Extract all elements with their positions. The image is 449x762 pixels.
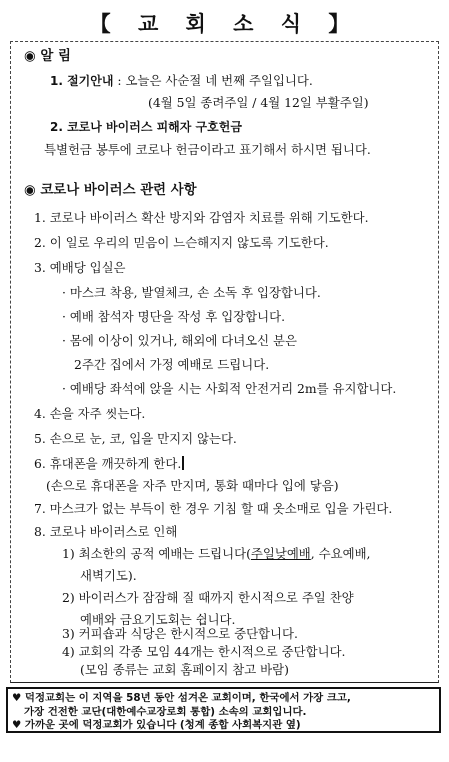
text-cursor-icon bbox=[182, 456, 184, 470]
corona-line-7: 7. 마스크가 없는 부득이 한 경우 기침 할 때 옷소매로 입을 가린다. bbox=[34, 501, 393, 516]
corona-line-8-4-sub: (모임 종류는 교회 홈페이지 참고 바람) bbox=[80, 662, 289, 677]
corona-line-3d: · 예배당 좌석에 앉을 시는 사회적 안전거리 2m를 유지합니다. bbox=[62, 381, 397, 396]
corona-line-8-1-c: 새벽기도). bbox=[80, 568, 137, 583]
page-title: 【 교 회 소 식 】 bbox=[89, 12, 360, 36]
corona-line-8-2a: 2) 바이러스가 잠잠해 질 때까지 한시적으로 주일 찬양 bbox=[62, 590, 354, 605]
corona-line-8-3: 3) 커피숍과 식당은 한시적으로 중단합니다. bbox=[62, 626, 298, 641]
corona-line-3: 3. 예배당 입실은 bbox=[34, 260, 126, 275]
corona-line-8: 8. 코로나 바이러스로 인해 bbox=[34, 524, 178, 539]
notice-item-1-sub: (4월 5일 종려주일 / 4월 12일 부활주일) bbox=[148, 95, 369, 110]
footer-line-2: 가장 건전한 교단(대한예수교장로회 통합) 소속의 교회입니다. bbox=[24, 706, 307, 718]
corona-line-3c2: 2주간 집에서 가정 예배로 드립니다. bbox=[74, 357, 270, 372]
corona-line-4: 4. 손을 자주 씻는다. bbox=[34, 406, 146, 421]
corona-line-6 bbox=[34, 456, 184, 472]
corona-line-3b: · 예배 참석자 명단을 작성 후 입장합니다. bbox=[62, 309, 286, 324]
notice-item-1 bbox=[50, 73, 313, 89]
footer-box bbox=[6, 687, 441, 733]
corona-heading: ◉ 코로나 바이러스 관련 사항 bbox=[24, 183, 197, 198]
corona-line-6-text: 6. 휴대폰을 깨끗하게 한다. bbox=[34, 456, 182, 471]
footer-line-1: ♥ 덕정교회는 이 지역을 58년 동안 섬겨온 교회이며, 한국에서 가장 크고, bbox=[12, 692, 351, 704]
corona-line-8-2b: 예배와 금요기도회는 쉽니다. bbox=[80, 612, 236, 627]
notice-item-1-label: 1. 절기안내 bbox=[50, 74, 114, 88]
corona-line-8-4: 4) 교회의 각종 모임 44개는 한시적으로 중단합니다. bbox=[62, 644, 346, 659]
notice-heading: ◉ 알 림 bbox=[24, 49, 71, 64]
corona-line-3a: · 마스크 착용, 발열체크, 손 소독 후 입장합니다. bbox=[62, 285, 321, 300]
corona-line-8-1-a: 1) 최소한의 공적 예배는 드립니다( bbox=[62, 546, 251, 561]
notice-item-1-text: : 오늘은 사순절 네 번째 주일입니다. bbox=[113, 73, 313, 88]
notice-item-2-text: 특별헌금 봉투에 코로나 헌금이라고 표기해서 하시면 됩니다. bbox=[44, 142, 371, 157]
corona-line-2: 2. 이 일로 우리의 믿음이 느슨해지지 않도록 기도한다. bbox=[34, 235, 329, 250]
notice-item-2-label: 2. 코로나 바이러스 피해자 구호헌금 bbox=[50, 120, 242, 134]
corona-line-3c: · 몸에 이상이 있거나, 해외에 다녀오신 분은 bbox=[62, 333, 297, 348]
corona-line-5: 5. 손으로 눈, 코, 입을 만지지 않는다. bbox=[34, 431, 237, 446]
corona-line-8-1-b: , 수요예배, bbox=[310, 546, 371, 561]
corona-line-6-sub: (손으로 휴대폰을 자주 만지며, 통화 때마다 입에 닿음) bbox=[46, 478, 339, 493]
corona-line-8-1 bbox=[62, 546, 370, 562]
footer-line-3: ♥ 가까운 곳에 덕정교회가 있습니다 (청계 종합 사회복지관 옆) bbox=[12, 719, 301, 731]
corona-line-8-1-underlined: 주일낮예배 bbox=[250, 546, 311, 561]
corona-line-1: 1. 코로나 바이러스 확산 방지와 감염자 치료를 위해 기도한다. bbox=[34, 210, 369, 225]
